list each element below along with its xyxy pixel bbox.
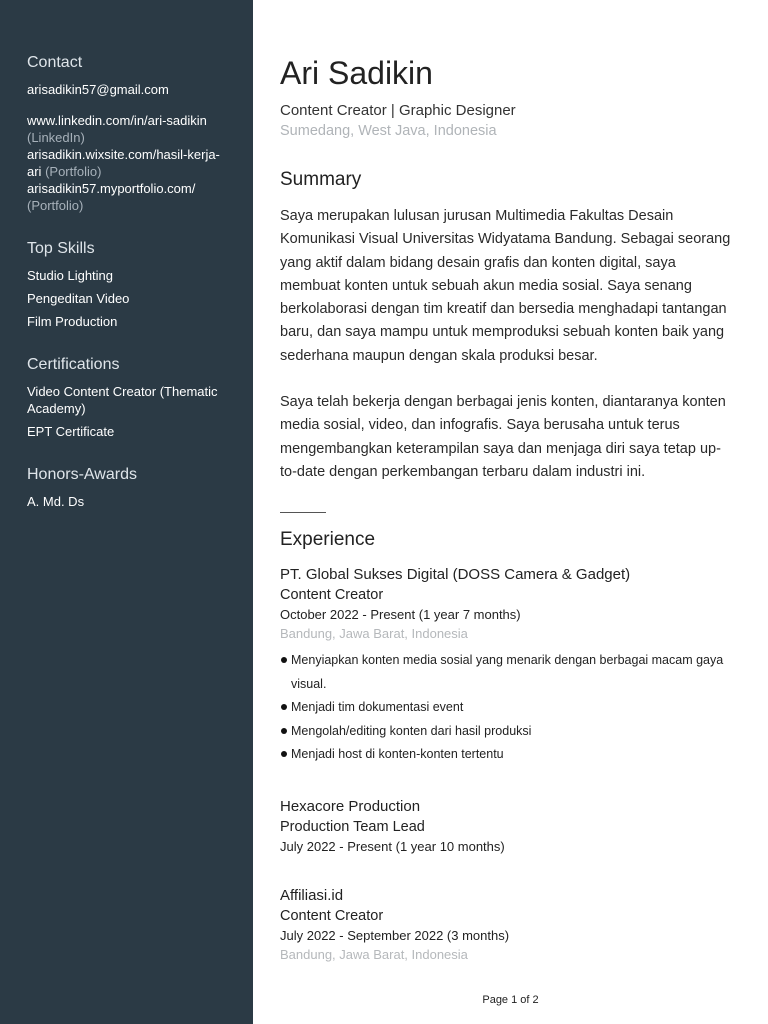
job-role: Production Team Lead bbox=[280, 818, 425, 835]
job-dates: October 2022 - Present (1 year 7 months) bbox=[280, 607, 521, 623]
job-location: Bandung, Jawa Barat, Indonesia bbox=[280, 946, 468, 962]
job-entry bbox=[280, 565, 735, 767]
job-bullet: Mengolah/editing konten dari hasil produksi bbox=[280, 720, 735, 744]
linkedin-url[interactable]: www.linkedin.com/in/ari-sadikin bbox=[27, 113, 207, 128]
summary-heading: Summary bbox=[280, 169, 362, 190]
job-company: Hexacore Production bbox=[280, 797, 421, 815]
job-entry bbox=[280, 886, 735, 964]
contact-heading: Contact bbox=[27, 54, 83, 71]
job-company: Affiliasi.id bbox=[280, 886, 344, 904]
skills-heading: Top Skills bbox=[27, 240, 95, 257]
certifications-heading: Certifications bbox=[27, 356, 120, 373]
sidebar bbox=[0, 0, 253, 1024]
email-link[interactable]: arisadikin57@gmail.com bbox=[27, 82, 169, 97]
skill-item: Studio Lighting bbox=[27, 268, 114, 283]
portfolio-link-wix[interactable] bbox=[27, 146, 233, 180]
linkedin-link[interactable] bbox=[27, 112, 233, 146]
certification-item: EPT Certificate bbox=[27, 424, 115, 439]
job-dates: July 2022 - September 2022 (3 months) bbox=[280, 927, 510, 943]
job-company: PT. Global Sukses Digital (DOSS Camera & Gadget) bbox=[280, 566, 631, 584]
skill-item: Film Production bbox=[27, 314, 118, 329]
awards-heading: Honors-Awards bbox=[27, 466, 137, 483]
main-content bbox=[280, 54, 735, 994]
portfolio-url-myportfolio[interactable]: arisadikin57.myportfolio.com/ bbox=[27, 181, 196, 196]
portfolio-label-wix: (Portfolio) bbox=[45, 164, 102, 179]
job-entry bbox=[280, 797, 735, 856]
job-bullets bbox=[280, 649, 735, 767]
certifications-section bbox=[27, 356, 233, 440]
portfolio-link-myportfolio[interactable] bbox=[27, 180, 233, 214]
job-bullet: Menjadi host di konten-konten tertentu bbox=[280, 743, 735, 767]
job-bullet: Menyiapkan konten media sosial yang menarik dengan berbagai macam gaya visual. bbox=[280, 649, 735, 696]
certification-item: Video Content Creator (Thematic Academy) bbox=[27, 384, 218, 416]
skills-section bbox=[27, 240, 233, 330]
job-dates: July 2022 - Present (1 year 10 months) bbox=[280, 838, 505, 854]
experience-heading: Experience bbox=[280, 529, 376, 551]
job-bullet: Menjadi tim dokumentasi event bbox=[280, 696, 735, 720]
job-role: Content Creator bbox=[280, 907, 384, 924]
award-item: A. Md. Ds bbox=[27, 494, 85, 509]
person-title: Content Creator | Graphic Designer bbox=[280, 102, 516, 119]
portfolio-label-myportfolio: (Portfolio) bbox=[27, 198, 84, 213]
summary-paragraph: Saya telah bekerja dengan berbagai jenis konten, diantaranya konten media sosial, video, dan infografis. Saya berusaha untuk terus mengembangkan keterampilan saya dan menjaga diri saya tetap up-to-date dengan perkembangan terbaru dalam industri ini. bbox=[280, 394, 726, 480]
person-name: Ari Sadikin bbox=[280, 55, 433, 91]
page-number: Page 1 of 2 bbox=[482, 994, 539, 1006]
person-location: Sumedang, West Java, Indonesia bbox=[280, 123, 497, 139]
awards-section bbox=[27, 466, 233, 510]
portfolio-url-wix[interactable]: arisadikin.wixsite.com/hasil-kerja-ari bbox=[27, 147, 220, 179]
contact-section bbox=[27, 54, 233, 214]
summary-paragraph: Saya merupakan lulusan jurusan Multimedia Fakultas Desain Komunikasi Visual Universitas Widyatama Bandung. Sebagai seorang yang aktif dalam bidang desain grafis dan konten digital, saya membuat konten untuk sebuah akun media sosial. Saya senang berkolaborasi dengan tim kreatif dan bersedia menghadapi tantangan baru, dan saya mampu untuk memproduksi sebuah konten baik yang sederhana maupun dengan skala produksi besar. bbox=[280, 208, 731, 364]
skill-item: Pengeditan Video bbox=[27, 291, 130, 306]
section-divider bbox=[280, 512, 326, 513]
linkedin-label: (LinkedIn) bbox=[27, 130, 85, 145]
job-role: Content Creator bbox=[280, 587, 384, 604]
job-location: Bandung, Jawa Barat, Indonesia bbox=[280, 626, 468, 642]
